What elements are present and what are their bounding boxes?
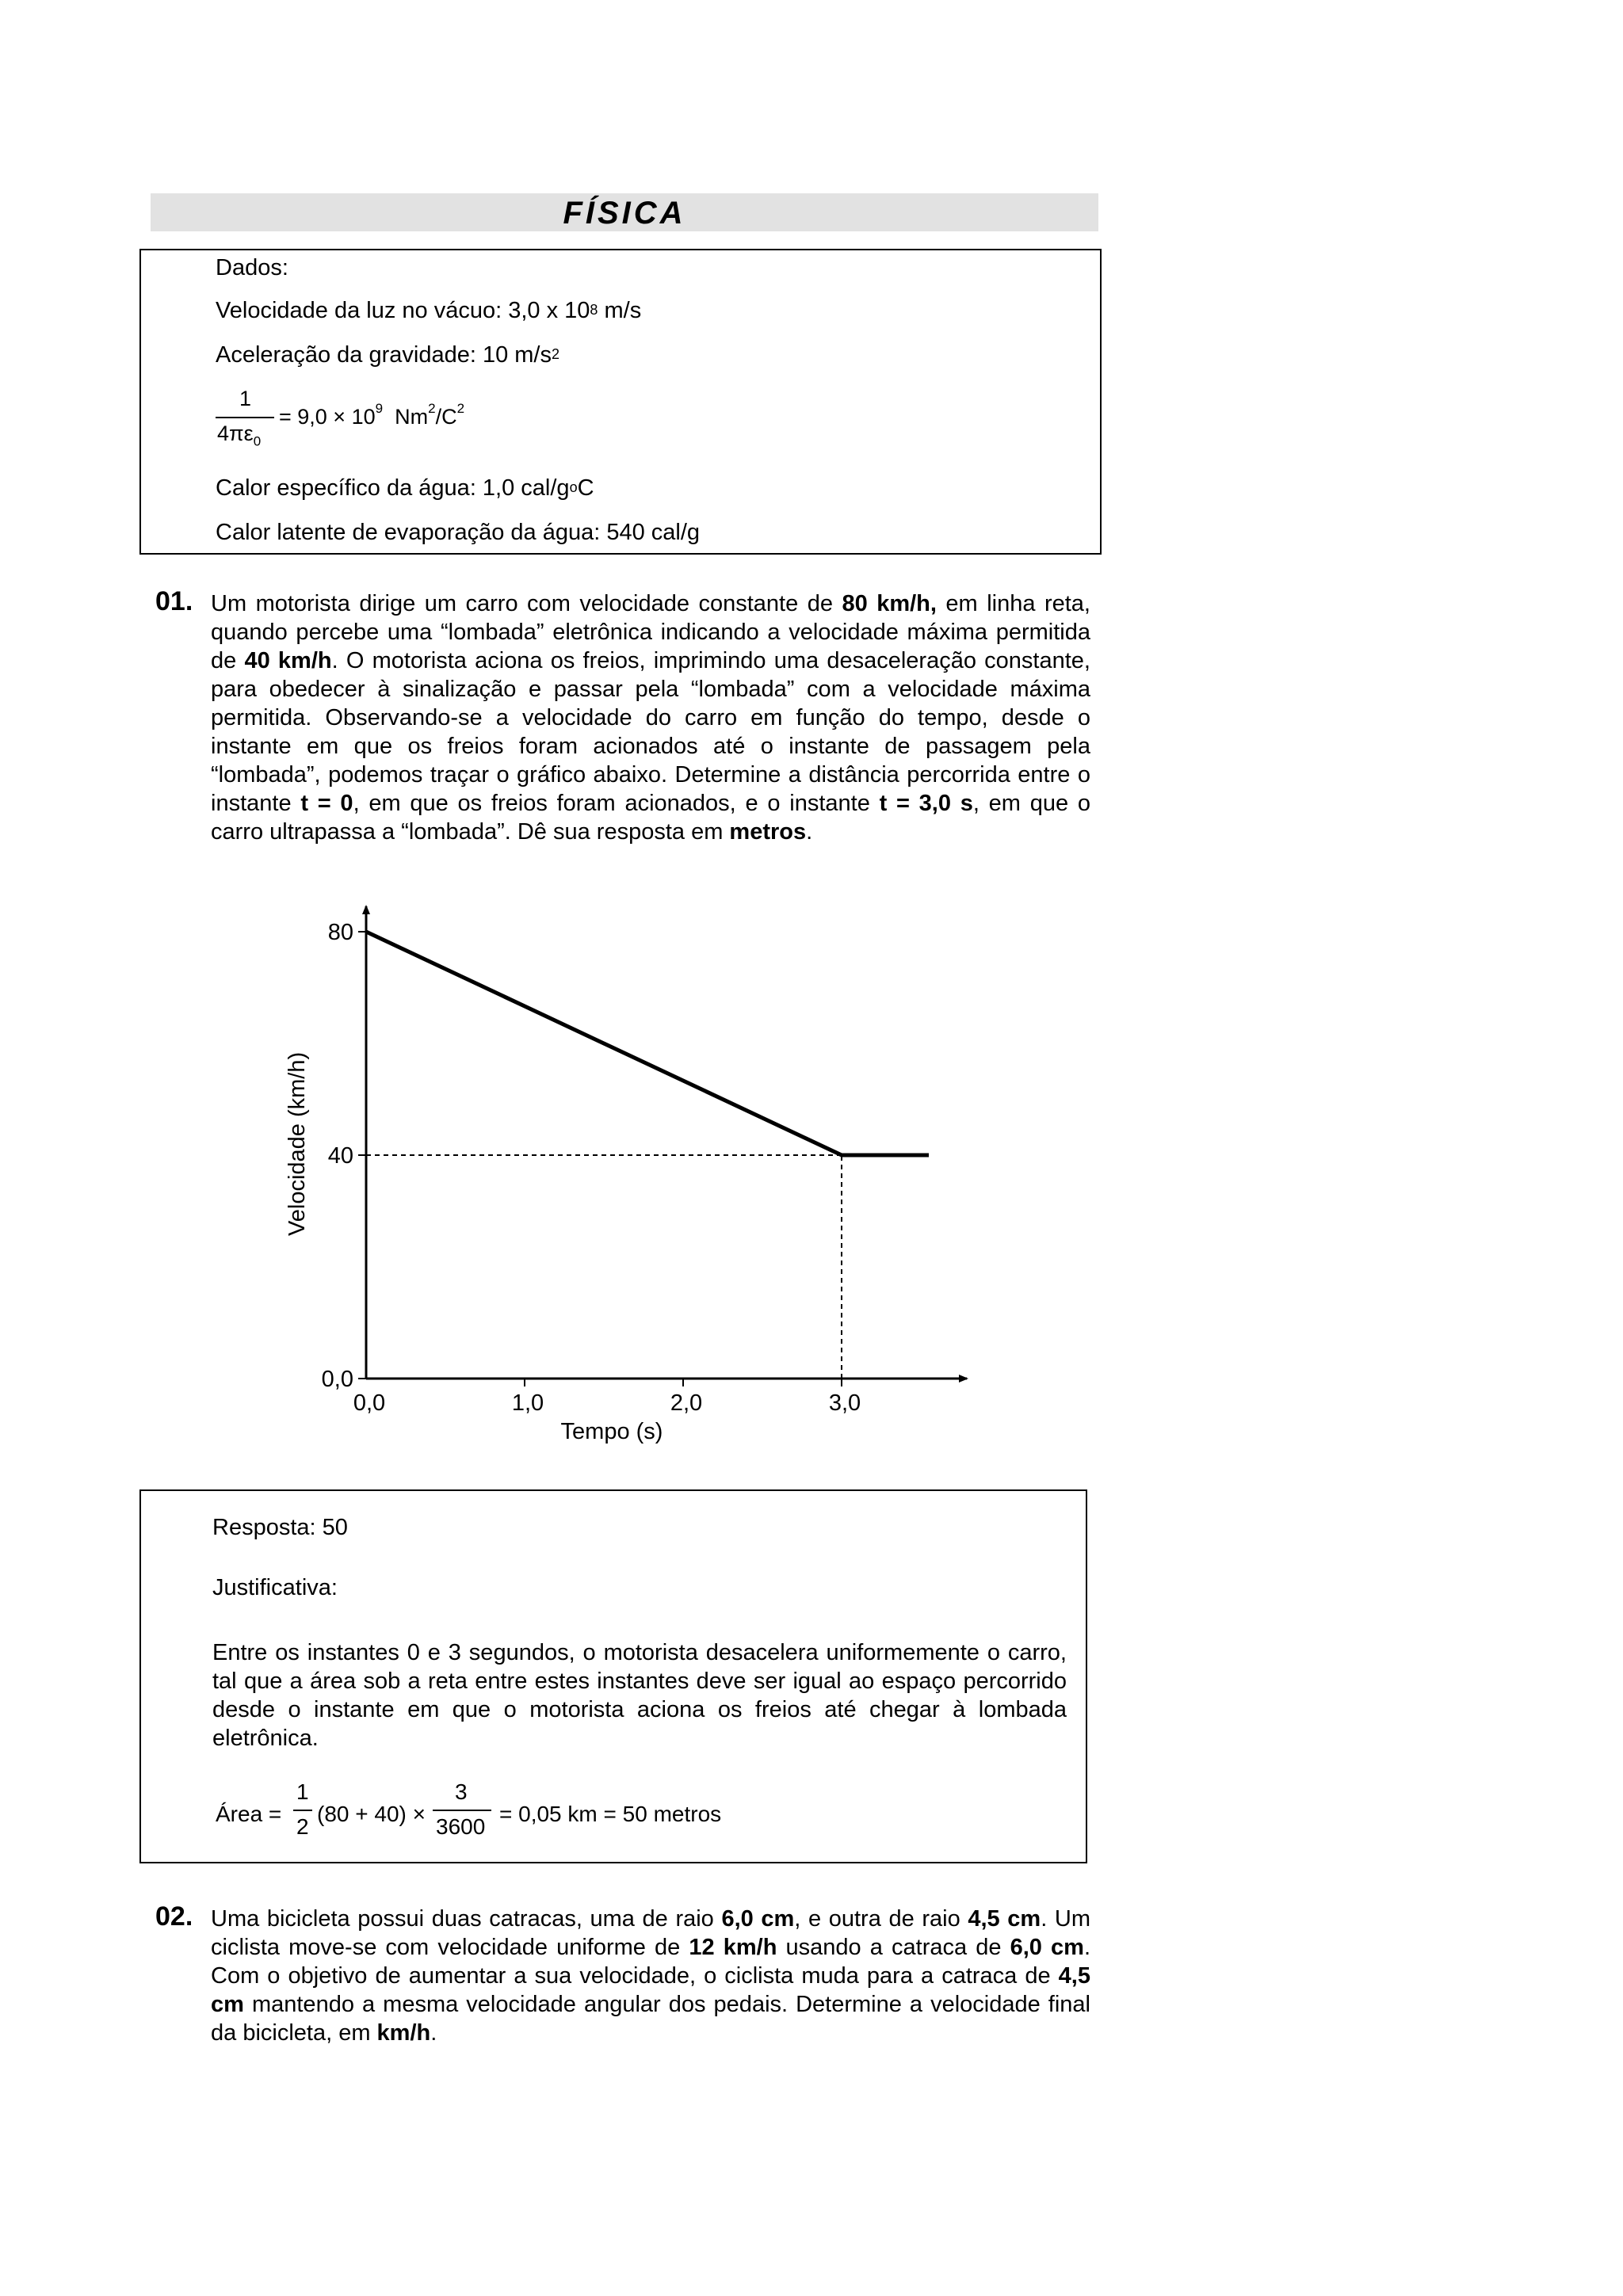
q2-text-6: mantendo a mesma velocidade angular dos pedais. Determine a velocidade final da bicicleta, em	[211, 1992, 1090, 2046]
q1-bold-4: t = 3,0 s	[879, 791, 973, 816]
q1-text-1: Um motorista dirige um carro com velocidade constante de	[211, 591, 842, 616]
dados-heading: Dados:	[216, 255, 288, 280]
coulomb-exp: 9	[375, 401, 384, 416]
page-title: FÍSICA	[151, 193, 1098, 231]
dado-gravidade	[216, 342, 559, 368]
velocity-series-line	[366, 932, 929, 1155]
q2-bold-2: 4,5 cm	[968, 1906, 1041, 1932]
coulomb-unit-exp2: 2	[456, 401, 465, 416]
area-label: Área =	[216, 1802, 282, 1826]
q1-text-2: em linha reta, quando percebe uma “lombada” eletrônica indicando a velocidade máxima permitida de	[211, 591, 1090, 673]
area-parenthesis: (80 + 40) ×	[317, 1802, 426, 1826]
area-formula	[216, 1779, 850, 1851]
half-num: 1	[296, 1779, 309, 1804]
dado-velocidade-luz	[216, 298, 641, 324]
q2-bold-4: 6,0 cm	[1010, 1935, 1084, 1960]
resposta-box	[139, 1489, 1087, 1863]
y-axis-label: Velocidade (km/h)	[285, 1051, 310, 1236]
q2-bold-6: km/h	[376, 2020, 431, 2046]
dado-calor-especifico	[216, 475, 594, 502]
resposta-justificativa-label: Justificativa:	[212, 1575, 338, 1600]
question-number-02: 02.	[155, 1901, 193, 1932]
coulomb-unit-a: Nm	[395, 405, 429, 429]
q2-bold-3: 12 km/h	[689, 1935, 777, 1960]
dado-calor-text: Calor específico da água: 1,0 cal/g	[216, 475, 570, 501]
time-frac-num: 3	[455, 1779, 468, 1804]
dado-luz-unit: m/s	[598, 298, 642, 323]
coulomb-value	[279, 401, 465, 429]
dado-grav-exp: 2	[551, 346, 559, 362]
y-tick-label: 0,0	[321, 1367, 353, 1392]
y-tick-label: 80	[327, 920, 353, 945]
question-number-01: 01.	[155, 586, 193, 616]
resposta-justificativa-text: Entre os instantes 0 e 3 segundos, o motorista desacelera uniformemente o carro, tal que a área sob a reta entre estes instantes deve ser igual ao espaço percorrido desde o instante em que o motorista aciona os freios até chegar à lombada eletrônica.	[212, 1640, 1067, 1751]
coulomb-value-text: = 9,0 × 10	[279, 405, 376, 429]
question-01-text	[211, 589, 1090, 846]
x-tick-label: 3,0	[828, 1390, 861, 1416]
x-tick-label: 0,0	[353, 1390, 386, 1416]
dado-luz-exp: 8	[590, 302, 598, 318]
q1-bold-2: 40 km/h	[244, 648, 332, 673]
q1-text-3: . O motorista aciona os freios, imprimindo uma desaceleração constante, para obedecer à sinalização e passar pela “lombada” com a velocidade máxima permitida. Observando-se a velocidade do carro em função do tempo, desde o instante em que os freios foram acionados até o instante de passagem pela “lombada”, podemos traçar o gráfico abaixo. Determine a distância percorrida entre o instante	[211, 648, 1090, 816]
coulomb-unit-b: /C	[435, 405, 457, 429]
dado-calor-unit: C	[577, 475, 594, 501]
half-den: 2	[296, 1814, 309, 1839]
q2-text-2: , e outra de raio	[794, 1906, 968, 1932]
q1-text-4: , em que os freios foram acionados, e o instante	[353, 791, 880, 816]
coulomb-fraction-line	[216, 417, 274, 418]
coulomb-den-sub: 0	[253, 433, 262, 449]
q2-bold-1: 6,0 cm	[721, 1906, 795, 1932]
coulomb-num: 1	[239, 387, 252, 410]
q2-text-1: Uma bicicleta possui duas catracas, uma de raio	[211, 1906, 722, 1932]
q1-bold-3: t = 0	[300, 791, 353, 816]
q2-text-4: usando a catraca de	[777, 1935, 1010, 1960]
x-tick-label: 2,0	[670, 1390, 703, 1416]
velocity-time-chart	[269, 887, 983, 1458]
q1-text-5: , em que o carro ultrapassa a “lombada”. Dê sua resposta em	[211, 791, 1090, 845]
x-axis-label: Tempo (s)	[560, 1419, 663, 1444]
q2-bold-5: 4,5 cm	[211, 1963, 1090, 2017]
coulomb-unit-exp1: 2	[428, 401, 436, 416]
q1-text-6: .	[806, 819, 813, 845]
q2-text-7: .	[430, 2020, 437, 2046]
x-tick-label: 1,0	[511, 1390, 544, 1416]
dado-grav-text: Aceleração da gravidade: 10 m/s	[216, 342, 552, 368]
question-02-text	[211, 1905, 1090, 2047]
y-tick-label: 40	[327, 1143, 353, 1169]
area-result: = 0,05 km = 50 metros	[499, 1802, 722, 1826]
coulomb-den	[217, 421, 261, 449]
q2-text-3: . Um ciclista move-se com velocidade uniforme de	[211, 1906, 1090, 1960]
dado-luz-text: Velocidade da luz no vácuo: 3,0 x 10	[216, 298, 590, 323]
dado-calor-deg: o	[569, 479, 578, 495]
q2-text-5: . Com o objetivo de aumentar a sua velocidade, o ciclista muda para a catraca de	[211, 1935, 1090, 1989]
coulomb-den-text: 4πε	[217, 421, 254, 445]
resposta-answer: Resposta: 50	[212, 1515, 348, 1540]
q1-bold-5: metros	[729, 819, 807, 845]
dados-box	[139, 249, 1102, 555]
dado-coulomb	[216, 387, 533, 450]
time-frac-line	[433, 1810, 491, 1811]
q1-bold-1: 80 km/h,	[842, 591, 937, 616]
dado-calor-latente: Calor latente de evaporação da água: 540 cal/g	[216, 520, 701, 545]
half-line	[293, 1810, 312, 1811]
time-frac-den: 3600	[436, 1814, 486, 1839]
